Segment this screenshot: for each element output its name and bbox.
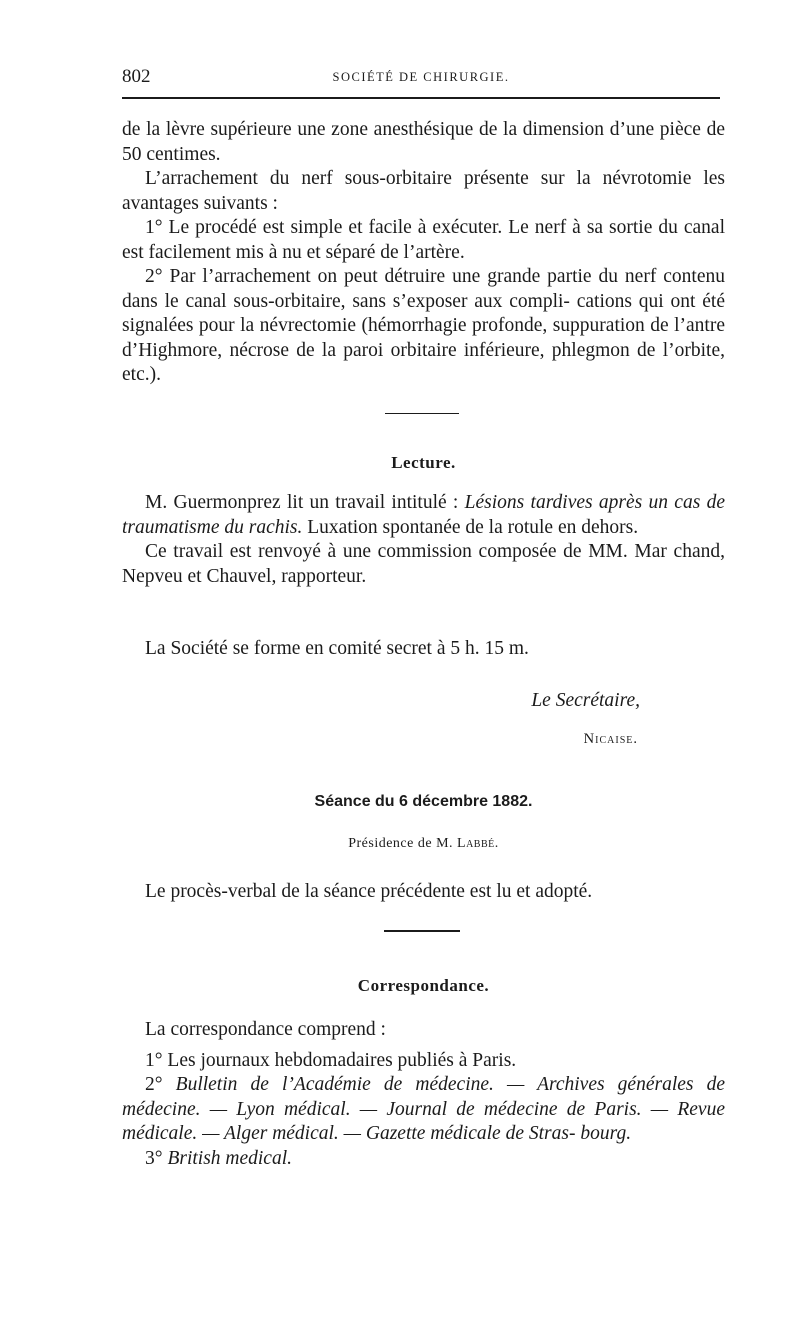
paragraph: Le procès-verbal de la séance précédente est lu et adopté. [145,881,593,902]
header-rule [122,97,720,99]
paragraph: L’arrachement du nerf sous-orbitaire présente sur la névrotomie les avantages suivants : [122,168,725,214]
president-name: Labbé. [457,836,499,851]
paragraph: La correspondance comprend : [145,1019,386,1040]
section-nerve-text [122,118,725,388]
section-comite-text [122,637,725,662]
work-title: Lésions tardives après un cas de traumatisme du rachis. [122,492,725,538]
paragraph: La Société se forme en comité secret à 5 h. 15 m. [145,638,529,659]
paragraph: Ce travail est renvoyé à une commission composée de MM. Mar chand, Nepveu et Chauvel, rapporteur. [122,541,725,587]
item-number: 2° [145,1074,176,1095]
paragraph-text: Luxation spontanée de la rotule en dehors. [302,516,639,538]
section-lecture-text [122,491,725,589]
signature-title: Le Secrétaire, [531,690,640,711]
session-title: Séance du 6 décembre 1882. [314,793,533,810]
list-item [122,1073,725,1147]
list-item [122,1147,725,1172]
item-number: 3° [145,1147,168,1169]
section-separator [385,413,459,414]
journal-titles: Bulletin de l’Académie de médecine. — Archives générales de médecine. — Lyon médical. — Journal de médecine de Paris. — Revue médicale. — Alger médical. — Gazette médicale de Stras- bourg. [122,1074,725,1144]
paragraph [122,491,725,540]
section-separator [384,930,460,932]
paragraph: 1° Le procédé est simple et facile à exécuter. Le nerf à sa sortie du canal est facilement mis à nu et séparé de l’artère. [122,217,725,263]
section-correspondance-text [122,1018,725,1171]
journal-title: British medical. [167,1147,293,1169]
list-item: 1° Les journaux hebdomadaires publiés à Paris. [145,1049,517,1071]
paragraph: de la lèvre supérieure une zone anesthésique de la dimension d’une pièce de 50 centimes. [122,119,725,165]
section-proces-verbal [122,880,725,905]
paragraph: 2° Par l’arrachement on peut détruire une grande partie du nerf contenu dans le canal sous-orbitaire, sans s’exposer aux compli- cations qui ont été signalées pour la névrectomie (hémorrhagie profonde, suppuration de l’antre d’Highmore, nécrose de la paroi orbitaire inférieure, phlegmon de l’orbite, etc.). [122,266,725,385]
section-heading-correspondance: Correspondance. [357,976,490,995]
presidence-line [122,836,725,852]
running-head: SOCIÉTÉ DE CHIRURGIE. [332,70,510,84]
paragraph-text: M. Guermonprez lit un travail intitulé : [145,492,465,513]
signature-name: Nicaise. [583,731,638,747]
presidence-prefix: Présidence de M. [348,836,458,851]
page-header [122,66,720,90]
page-number: 802 [122,66,151,87]
section-heading-lecture: Lecture. [391,453,456,472]
